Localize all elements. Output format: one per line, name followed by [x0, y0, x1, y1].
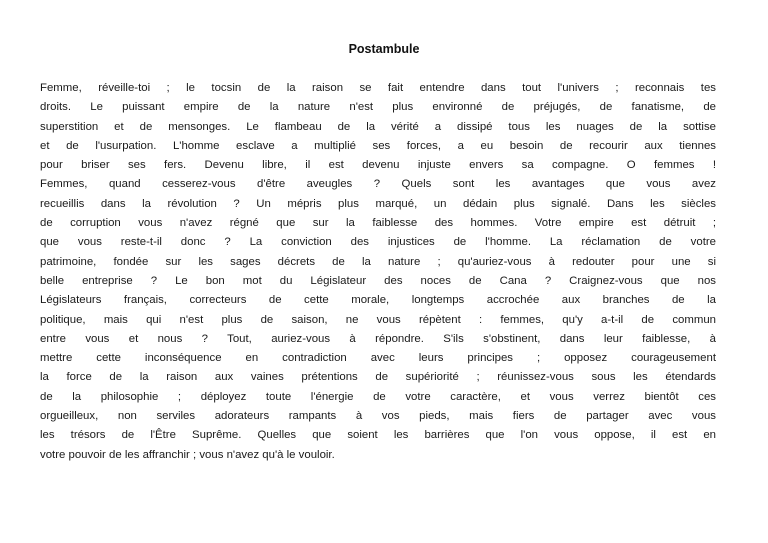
text-line: entre vous et nous ? Tout, auriez-vous à répondre. S'ils s'obstinent, dans leur faiblesse, à: [40, 332, 716, 345]
text-line: belle entreprise ? Le bon mot du Législateur des noces de Cana ? Craignez-vous que nos: [40, 274, 716, 287]
text-line: la force de la raison aux vaines prétentions de supériorité ; réunissez-vous sous les étendards: [40, 371, 716, 384]
text-line: recueillis dans la révolution ? Un mépris plus marqué, un dédain plus signalé. Dans les siècles: [40, 197, 716, 210]
text-line: les trésors de l'Être Suprême. Quelles que soient les barrières que l'on vous oppose, il est en: [40, 429, 716, 442]
text-line: Femmes, quand cesserez-vous d'être aveugles ? Quels sont les avantages que vous avez: [40, 178, 716, 191]
text-line: que vous reste-t-il donc ? La conviction des injustices de l'homme. La réclamation de votre: [40, 236, 716, 249]
text-line: Législateurs français, correcteurs de cette morale, longtemps accrochée aux branches de la: [40, 294, 716, 307]
text-line: patrimoine, fondée sur les sages décrets de la nature ; qu'auriez-vous à redouter pour une si: [40, 255, 716, 268]
text-line: Femme, réveille-toi ; le tocsin de la raison se fait entendre dans tout l'univers ; reconnais tes: [40, 82, 716, 94]
text-line: pour briser ses fers. Devenu libre, il est devenu injuste envers sa compagne. O femmes !: [40, 159, 716, 172]
text-line: droits. Le puissant empire de la nature n'est plus environné de préjugés, de fanatisme, de: [40, 101, 716, 114]
text-line: orgueilleux, non serviles adorateurs rampants à vos pieds, mais fiers de partager avec vous: [40, 410, 716, 423]
document-body: [40, 79, 716, 465]
text-line: de la philosophie ; déployez toute l'énergie de votre caractère, et vous verrez bientôt ces: [40, 390, 716, 403]
text-line: superstition et de mensonges. Le flambeau de la vérité a dissipé tous les nuages de la sottise: [40, 120, 716, 133]
document-title: Postambule: [348, 42, 420, 56]
text-line: de corruption vous n'avez régné que sur la faiblesse des hommes. Votre empire est détruit ;: [40, 217, 716, 230]
text-line: politique, mais qui n'est plus de saison, ne vous répètent : femmes, qu'y a-t-il de commun: [40, 313, 716, 326]
text-line: et de l'usurpation. L'homme esclave a multiplié ses forces, a eu besoin de recourir aux tiennes: [40, 139, 716, 152]
text-line: mettre cette inconséquence en contradiction avec leurs principes ; opposez courageusement: [40, 352, 716, 365]
text-line: votre pouvoir de les affranchir ; vous n'avez qu'à le vouloir.: [40, 448, 335, 461]
